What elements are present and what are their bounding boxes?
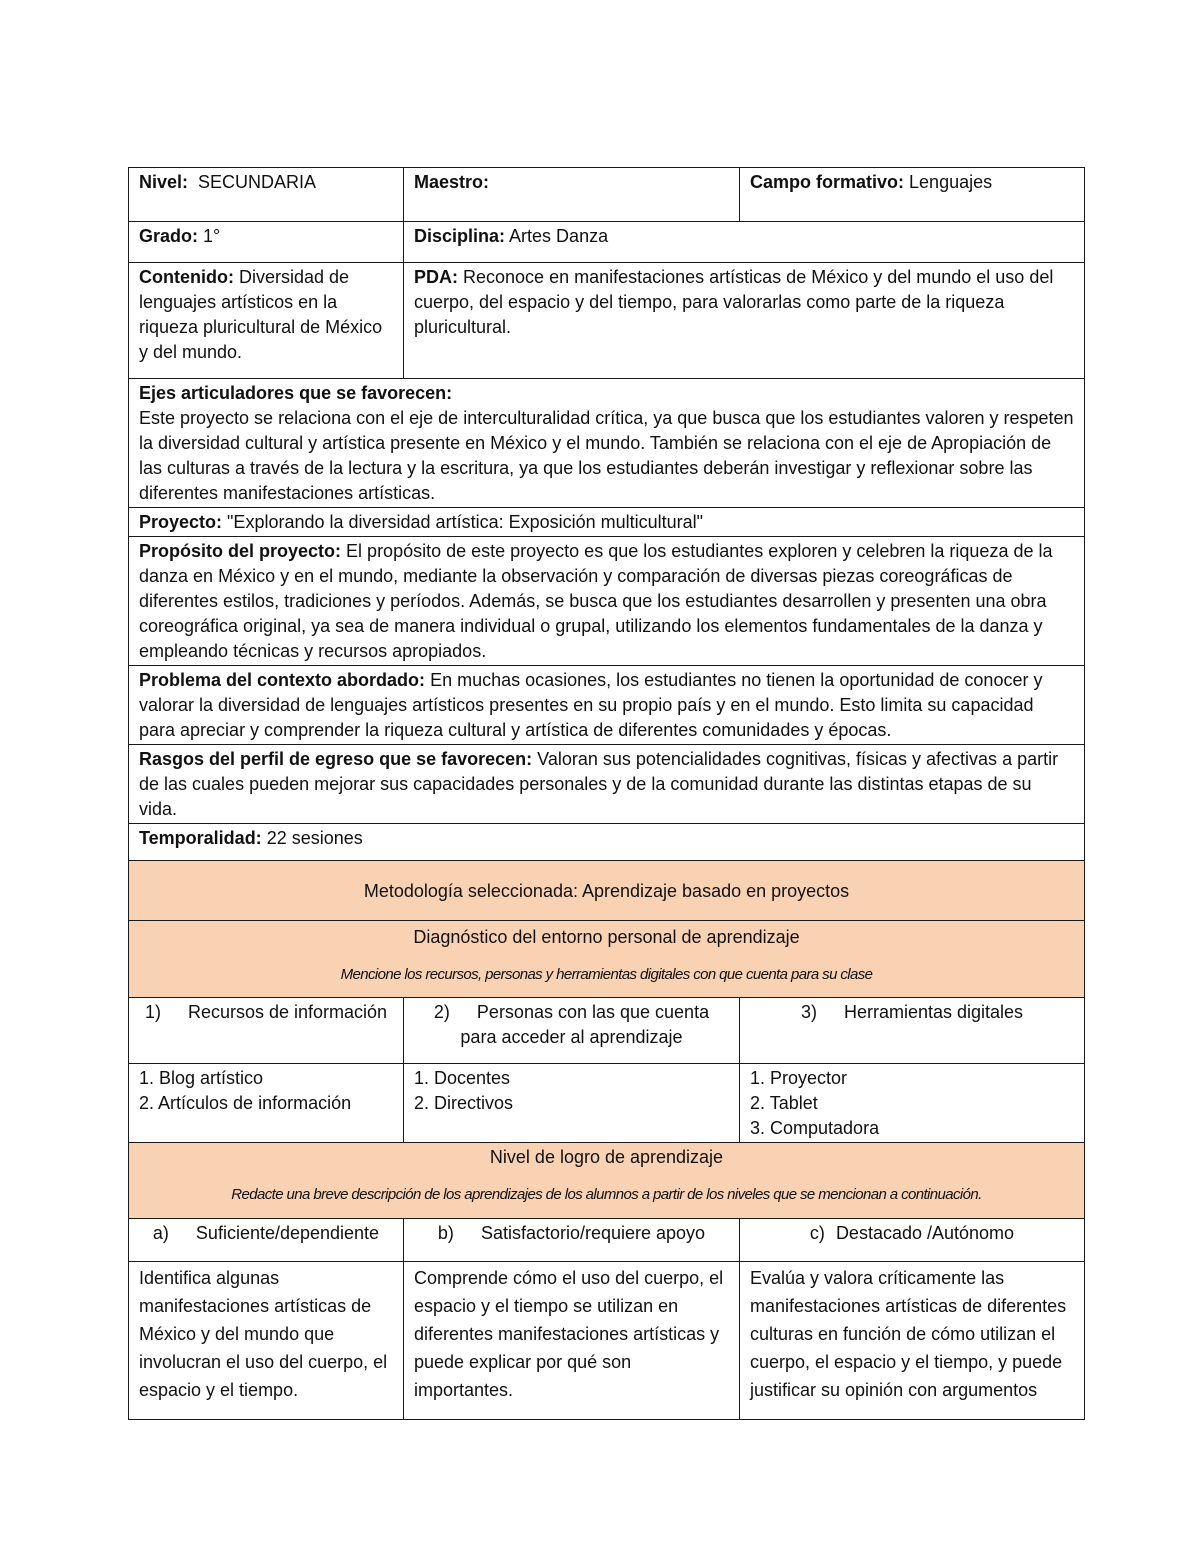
proyecto-label: Proyecto: [139, 512, 223, 532]
header-title: Personas con las que cuenta para acceder al aprendizaje [460, 1002, 710, 1047]
pda-text: Reconoce en manifestaciones artísticas de México y del mundo el uso del cuerpo, del espacio y del tiempo, para valorarlas como parte de la riqueza pluricultural. [414, 267, 1054, 337]
pda-label: PDA: [414, 267, 458, 287]
header-title: Herramientas digitales [843, 1002, 1024, 1022]
metodologia-cell [129, 861, 1085, 921]
diagnostico-header [404, 998, 740, 1064]
rasgos-row [129, 745, 1085, 824]
disciplina-value: Artes Danza [509, 226, 609, 246]
list-item: 2. Tablet [750, 1093, 818, 1113]
recursos-list [129, 1064, 404, 1143]
ejes-text: Este proyecto se relaciona con el eje de interculturalidad crítica, ya que busca que los estudiantes valoren y respeten la diversidad cultural y artística presente en México y el mundo. También se relaciona con el eje de Apropiación de las culturas a través de la lectura y la escritura, ya que los estudiantes deberán investigar y reflexionar sobre las diferentes manifestaciones artísticas. [139, 408, 1074, 503]
campo-label: Campo formativo: [750, 172, 905, 192]
level-description [129, 1262, 404, 1420]
header-number: 1) [144, 1002, 161, 1022]
rasgos-text: Valoran sus potencialidades cognitivas, físicas y afectivas a partir de las cuales pueden mejorar sus capacidades personales y de la comunidad durante las distintas etapas de su vida. [139, 749, 1059, 819]
problema-text: En muchas ocasiones, los estudiantes no tienen la oportunidad de conocer y valorar la diversidad de lenguajes artísticos presentes en su propio país y en el mundo. Esto limita su capacidad para apreciar y comprender la riqueza cultural y artística de diferentes comunidades y épocas. [139, 670, 1043, 740]
contenido-text: Diversidad de lenguajes artísticos en la riqueza pluricultural de México y del mundo. [139, 267, 383, 362]
proposito-cell [129, 537, 1085, 666]
list-item: 1. Blog artístico [139, 1068, 264, 1088]
contenido-label: Contenido: [139, 267, 234, 287]
logro-row [129, 1143, 1085, 1219]
problema-row [129, 666, 1085, 745]
disciplina-cell [404, 222, 1085, 263]
logro-title: Nivel de logro de aprendizaje [489, 1147, 724, 1167]
level-header [740, 1219, 1085, 1262]
list-item: 1. Docentes [414, 1068, 511, 1088]
grado-value: 1° [203, 226, 221, 246]
temporalidad-cell [129, 824, 1085, 861]
campo-value: Lenguajes [909, 172, 993, 192]
diagnostico-headers-row [129, 998, 1085, 1064]
level-description [404, 1262, 740, 1420]
level-title: Satisfactorio/requiere apoyo [480, 1223, 706, 1243]
logro-subtitle: Redacte una breve descripción de los aprendizajes de los alumnos a partir de los niveles que se mencionan a continuación. [231, 1186, 982, 1203]
diagnostico-row [129, 921, 1085, 998]
disciplina-label: Disciplina: [414, 226, 506, 246]
maestro-cell [404, 168, 740, 222]
temporalidad-row [129, 824, 1085, 861]
proposito-label: Propósito del proyecto: [139, 541, 342, 561]
diagnostico-items-row [129, 1064, 1085, 1143]
diagnostico-title: Diagnóstico del entorno personal de aprendizaje [413, 927, 800, 947]
level-header [404, 1219, 740, 1262]
nivel-label: Nivel: [139, 172, 189, 192]
list-item: 2. Artículos de información [139, 1093, 352, 1113]
nivel-cell [129, 168, 404, 222]
grado-cell [129, 222, 404, 263]
metodologia-text: Metodología seleccionada: Aprendizaje basado en proyectos [363, 880, 850, 901]
level-number: b) [437, 1223, 454, 1243]
diagnostico-subtitle: Mencione los recursos, personas y herramientas digitales con que cuenta para su clase [340, 966, 873, 983]
proposito-row [129, 537, 1085, 666]
logro-cell [129, 1143, 1085, 1219]
problema-cell [129, 666, 1085, 745]
contenido-cell [129, 263, 404, 379]
proyecto-cell [129, 508, 1085, 537]
nivel-value: SECUNDARIA [198, 172, 317, 192]
contenido-pda-row [129, 263, 1085, 379]
level-description-text: Evalúa y valora críticamente las manifestaciones artísticas de diferentes culturas en función de cómo utilizan el cuerpo, el espacio y el tiempo, y puede justificar su opinión con argumentos [750, 1268, 1067, 1400]
header-number: 3) [800, 1002, 817, 1022]
header-number: 2) [433, 1002, 450, 1022]
metodologia-row [129, 861, 1085, 921]
ejes-cell [129, 379, 1085, 508]
rasgos-label: Rasgos del perfil de egreso que se favorecen: [139, 749, 533, 769]
problema-label: Problema del contexto abordado: [139, 670, 426, 690]
diagnostico-header [740, 998, 1085, 1064]
maestro-label: Maestro: [414, 172, 490, 192]
list-item: 2. Directivos [414, 1093, 514, 1113]
level-title: Destacado /Autónomo [835, 1223, 1015, 1243]
temporalidad-label: Temporalidad: [139, 828, 262, 848]
level-header [129, 1219, 404, 1262]
level-number: c) [809, 1223, 825, 1243]
level-description [740, 1262, 1085, 1420]
diagnostico-cell [129, 921, 1085, 998]
personas-list [404, 1064, 740, 1143]
proyecto-text: "Explorando la diversidad artística: Exposición multicultural" [227, 512, 704, 532]
herramientas-list [740, 1064, 1085, 1143]
level-description-text: Comprende cómo el uso del cuerpo, el espacio y el tiempo se utilizan en diferentes manifestaciones artísticas y puede explicar por qué son importantes. [414, 1268, 724, 1400]
header-row-1 [129, 168, 1085, 222]
level-description-text: Identifica algunas manifestaciones artísticas de México y del mundo que involucran el uso del cuerpo, el espacio y el tiempo. [139, 1268, 388, 1400]
level-title: Suficiente/dependiente [195, 1223, 380, 1243]
ejes-label: Ejes articuladores que se favorecen: [139, 383, 453, 403]
pda-cell [404, 263, 1085, 379]
proyecto-row [129, 508, 1085, 537]
lesson-plan-table [128, 167, 1085, 1420]
header-title: Recursos de información [187, 1002, 388, 1022]
logro-descriptions-row [129, 1262, 1085, 1420]
list-item: 3. Computadora [750, 1118, 880, 1138]
header-row-2 [129, 222, 1085, 263]
level-number: a) [152, 1223, 169, 1243]
rasgos-cell [129, 745, 1085, 824]
list-item: 1. Proyector [750, 1068, 848, 1088]
campo-cell [740, 168, 1085, 222]
diagnostico-header [129, 998, 404, 1064]
logro-headers-row [129, 1219, 1085, 1262]
proposito-text: El propósito de este proyecto es que los estudiantes exploren y celebren la riqueza de la danza en México y en el mundo, mediante la observación y comparación de diversas piezas coreográficas de diferentes estilos, tradiciones y períodos. Además, se busca que los estudiantes desarrollen y presenten una obra coreográfica original, ya sea de manera individual o grupal, utilizando los elementos fundamentales de la danza y empleando técnicas y recursos apropiados. [139, 541, 1053, 661]
ejes-row [129, 379, 1085, 508]
temporalidad-text: 22 sesiones [266, 828, 363, 848]
grado-label: Grado: [139, 226, 199, 246]
